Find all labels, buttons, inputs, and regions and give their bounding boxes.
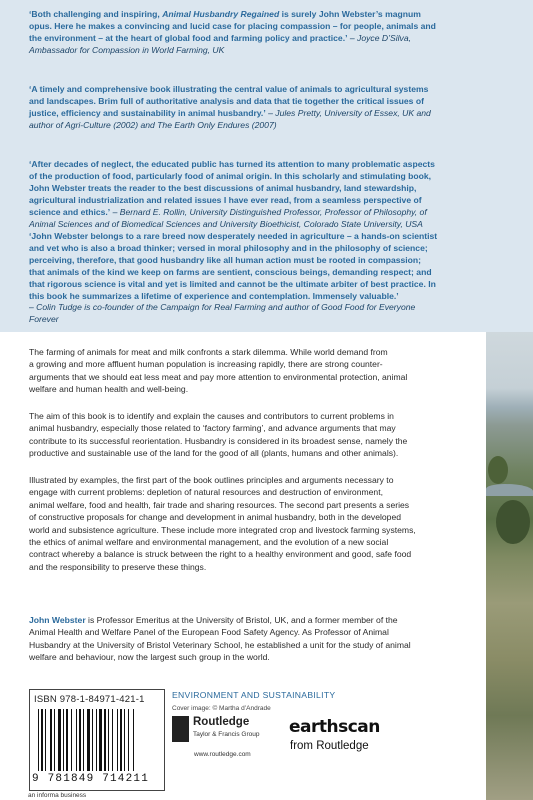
quote-text: that animals of the kind we keep on farms are sentient, conscious beings, demanding respect; and bbox=[29, 266, 432, 277]
text-line: welfare and behaviour, now the largest such group in the world. bbox=[29, 652, 270, 663]
quote-text: of the production of food, particularly food of animal origin. In this scholarly and stimulating book, bbox=[29, 170, 432, 181]
publisher-name: Routledge bbox=[193, 716, 250, 728]
quote-2 bbox=[29, 84, 515, 132]
cover-photo-hill bbox=[486, 484, 533, 496]
text-line: Illustrated by examples, the first part of the book outlines principles and arguments necessary to bbox=[29, 475, 394, 485]
series-label: ENVIRONMENT AND SUSTAINABILITY bbox=[172, 690, 336, 700]
imprint-from: from Routledge bbox=[290, 740, 369, 752]
cover-photo-tree bbox=[488, 456, 508, 484]
text-line: a growing and more affluent human population is increasing rapidly, there are strong counter- bbox=[29, 359, 383, 370]
routledge-logo bbox=[172, 716, 282, 742]
text-line: The aim of this book is to identify and explain the causes and contributors to current problems in bbox=[29, 411, 394, 421]
blurb-paragraph-2 bbox=[29, 410, 481, 460]
quote-text: perceiving, therefore, that good husbandry like all human action must be rooted in compassion; bbox=[29, 254, 422, 265]
quote-text: the environment – at the heart of global food and farming policy and practice.’ bbox=[29, 32, 348, 43]
barcode-number: 9 781849 714211 bbox=[32, 773, 150, 785]
quote-3 bbox=[29, 159, 515, 230]
text-line: Animal Health and Welfare Panel of the European Food Safety Agency. As Professor of Animal bbox=[29, 627, 389, 638]
barcode-box bbox=[29, 689, 165, 791]
quote-text: John Webster treats the reader to the best discussions of animal husbandry, land stewardship, bbox=[29, 182, 417, 193]
quote-text: this book he summarizes a lifetime of experience and contemplation. Immensely valuable.’ bbox=[29, 290, 399, 301]
quote-text: agricultural industrialization and related issues I have ever read, from a seamless perspective of bbox=[29, 194, 422, 205]
quote-text: ‘A timely and comprehensive book illustrating the central value of animals to agricultural systems bbox=[29, 84, 429, 94]
blurb-paragraph-3 bbox=[29, 474, 481, 573]
quote-attribution: – Colin Tudge is co-founder of the Campaign for Real Farming and author of Good Food for Everyone bbox=[29, 302, 416, 313]
author-name: John Webster bbox=[29, 615, 86, 625]
isbn-label: ISBN 978-1-84971-421-1 bbox=[34, 694, 145, 705]
cover-photo-strip bbox=[486, 332, 533, 800]
author-bio bbox=[29, 614, 481, 664]
quote-text: and vet who is also a broad thinker; versed in moral philosophy and in the philosophy of science; bbox=[29, 242, 428, 253]
earthscan-logo: earthscan bbox=[289, 717, 380, 737]
text-line: and the responsibility to preserve these things. bbox=[29, 561, 207, 572]
quote-text: is surely John Webster’s magnum bbox=[279, 9, 421, 19]
quote-1 bbox=[29, 9, 515, 57]
book-title: Animal Husbandry Regained bbox=[162, 9, 280, 19]
quote-attribution: Animal Sciences and of Biomedical Sciences and University Bioethicist, Colorado State University, USA bbox=[29, 218, 423, 229]
quote-attribution: Forever bbox=[29, 314, 59, 325]
text-line: The farming of animals for meat and milk confronts a stark dilemma. While world demand from bbox=[29, 347, 388, 357]
text-line: Husbandry at the University of Bristol Veterinary School, he established a unit for the study of animal bbox=[29, 639, 411, 650]
publisher-url: www.routledge.com bbox=[194, 751, 251, 758]
barcode-icon bbox=[38, 709, 156, 771]
quote-text: opus. Here he makes a convincing and lucid case for placing compassion – for people, animals and bbox=[29, 20, 436, 31]
text-line: engage with current problems: depletion of natural resources and destruction of environment, bbox=[29, 487, 383, 498]
cover-credit: Cover image: © Martha d’Andrade bbox=[172, 705, 271, 712]
routledge-badge-icon bbox=[172, 716, 189, 742]
text-line: animal husbandry, especially those related to ‘factory farming’, and advance arguments that may bbox=[29, 423, 396, 434]
quote-attribution: author of Agri-Culture (2002) and The Earth Only Endures (2007) bbox=[29, 119, 277, 130]
quote-attribution: – Joyce D’Silva, bbox=[347, 32, 412, 43]
quote-attribution: Ambassador for Compassion in World Farming, UK bbox=[29, 44, 225, 55]
quote-text: and landscapes. Brim full of authoritative analysis and data that tie together the critical issues of bbox=[29, 95, 424, 106]
text-line: arguments that we should eat less meat and pay more attention to environmental protection, animal bbox=[29, 371, 408, 382]
text-line: welfare and human health and well-being. bbox=[29, 384, 189, 395]
quote-text: ‘John Webster belongs to a rare breed now desperately needed in agriculture – a hands-on scientist bbox=[29, 231, 438, 241]
text-line: is Professor Emeritus at the University of Bristol, UK, and a former member of the bbox=[85, 615, 398, 625]
quote-4 bbox=[29, 231, 515, 326]
text-line: of constructive proposals for change and development in animal husbandry, both in the developed bbox=[29, 512, 401, 523]
quote-text: that rigorous science is vital and yet is limited and cannot be the ultimate arbiter of best practice. In bbox=[29, 278, 436, 289]
quote-text: justice, efficiency and sustainability in animal husbandry.’ bbox=[29, 107, 266, 118]
quote-attribution: – Bernard E. Rollin, University Distinguished Professor, Professor of Philosophy, of bbox=[110, 206, 427, 217]
informa-tagline: an informa business bbox=[28, 792, 87, 799]
text-line: world and subsistence agriculture. These include more integrated crop and livestock farming systems, bbox=[29, 524, 416, 535]
text-line: productive and sustainable use of the land for the good of all (plants, humans and other animals). bbox=[29, 448, 399, 459]
text-line: contract whereby a balance is struck between the right to a healthy environment and good, safe food bbox=[29, 549, 412, 560]
quote-text: ‘After decades of neglect, the educated public has turned its attention to many problematic aspects bbox=[29, 159, 435, 169]
text-line: animal welfare, food and health, fair trade and sharing resources. The second part presents a series bbox=[29, 499, 410, 510]
publisher-subtitle: Taylor & Francis Group bbox=[193, 731, 260, 738]
text-line: the ethics of animal welfare and environmental management, and the evolution of a new social bbox=[29, 537, 389, 548]
text-line: contribute to its successful reorientation. Husbandry is considered in its broadest sense, namely the bbox=[29, 435, 408, 446]
cover-photo-tree bbox=[496, 500, 530, 544]
quote-text: science and ethics.’ bbox=[29, 206, 111, 217]
quote-attribution: – Jules Pretty, University of Essex, UK and bbox=[265, 107, 431, 118]
quote-text: ‘Both challenging and inspiring, bbox=[29, 9, 163, 19]
blurb-paragraph-1 bbox=[29, 346, 481, 396]
